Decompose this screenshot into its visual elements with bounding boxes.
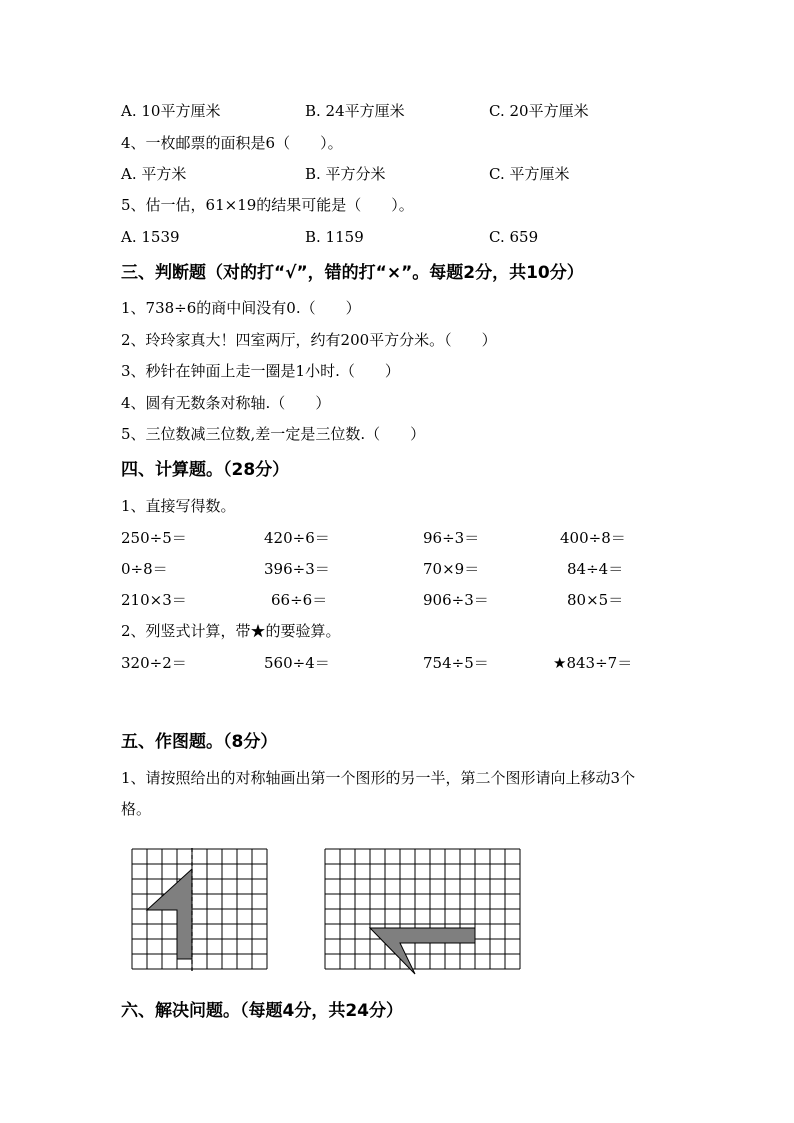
- q4-option-c: C. 平方厘米: [489, 165, 570, 183]
- vertical-calc-2: 560÷4＝: [264, 654, 330, 672]
- q3-option-a: A. 10平方厘米: [121, 102, 221, 120]
- section4-title: 四、计算题。（28分）: [121, 460, 290, 480]
- judge-item-4: 4、圆有无数条对称轴.（ ）: [121, 394, 331, 412]
- section6-title: 六、解决问题。（每题4分，共24分）: [121, 1001, 403, 1021]
- symmetry-grid-figure: [128, 846, 270, 976]
- section3-title: 三、判断题（对的打“√”，错的打“×”。每题2分，共10分）: [121, 263, 584, 283]
- judge-item-1: 1、738÷6的商中间没有0.（ ）: [121, 299, 361, 317]
- q5-option-a: A. 1539: [121, 228, 180, 246]
- vertical-calc-1: 320÷2＝: [121, 654, 187, 672]
- section5-q1-line1: 1、请按照给出的对称轴画出第一个图形的另一半，第二个图形请向上移动3个: [121, 769, 636, 787]
- direct-calc-1-2: 420÷6＝: [264, 529, 330, 547]
- q3-option-b: B. 24平方厘米: [305, 102, 405, 120]
- q4-question: 4、一枚邮票的面积是6（ ）。: [121, 134, 343, 152]
- grid-lines: [325, 849, 520, 969]
- judge-item-2: 2、玲玲家真大！四室两厅，约有200平方分米。（ ）: [121, 331, 497, 349]
- vertical-calc-4: ★843÷7＝: [553, 654, 633, 672]
- direct-calc-2-4: 84÷4＝: [567, 560, 624, 578]
- judge-item-5: 5、三位数减三位数,差一定是三位数.（ ）: [121, 425, 426, 443]
- q4-option-a: A. 平方米: [121, 165, 187, 183]
- half-shape: [147, 869, 192, 959]
- section5-q1-line2: 格。: [121, 800, 152, 818]
- section4-sub2: 2、列竖式计算，带★的要验算。: [121, 622, 341, 640]
- q3-option-c: C. 20平方厘米: [489, 102, 589, 120]
- section4-sub1: 1、直接写得数。: [121, 497, 236, 515]
- direct-calc-3-1: 210×3＝: [121, 591, 187, 609]
- translation-grid-figure: [323, 846, 525, 976]
- direct-calc-2-3: 70×9＝: [423, 560, 480, 578]
- direct-calc-3-4: 80×5＝: [567, 591, 624, 609]
- direct-calc-1-3: 96÷3＝: [423, 529, 480, 547]
- q5-option-b: B. 1159: [305, 228, 364, 246]
- q5-option-c: C. 659: [489, 228, 539, 246]
- judge-item-3: 3、秒针在钟面上走一圈是1小时.（ ）: [121, 362, 400, 380]
- section5-title: 五、作图题。（8分）: [121, 732, 278, 752]
- direct-calc-1-4: 400÷8＝: [560, 529, 626, 547]
- direct-calc-3-2: 66÷6＝: [271, 591, 328, 609]
- vertical-calc-3: 754÷5＝: [423, 654, 489, 672]
- direct-calc-2-1: 0÷8＝: [121, 560, 168, 578]
- direct-calc-3-3: 906÷3＝: [423, 591, 489, 609]
- q4-option-b: B. 平方分米: [305, 165, 386, 183]
- moving-shape: [370, 928, 475, 974]
- direct-calc-1-1: 250÷5＝: [121, 529, 187, 547]
- direct-calc-2-2: 396÷3＝: [264, 560, 330, 578]
- q5-question: 5、估一估，61×19的结果可能是（ ）。: [121, 196, 414, 214]
